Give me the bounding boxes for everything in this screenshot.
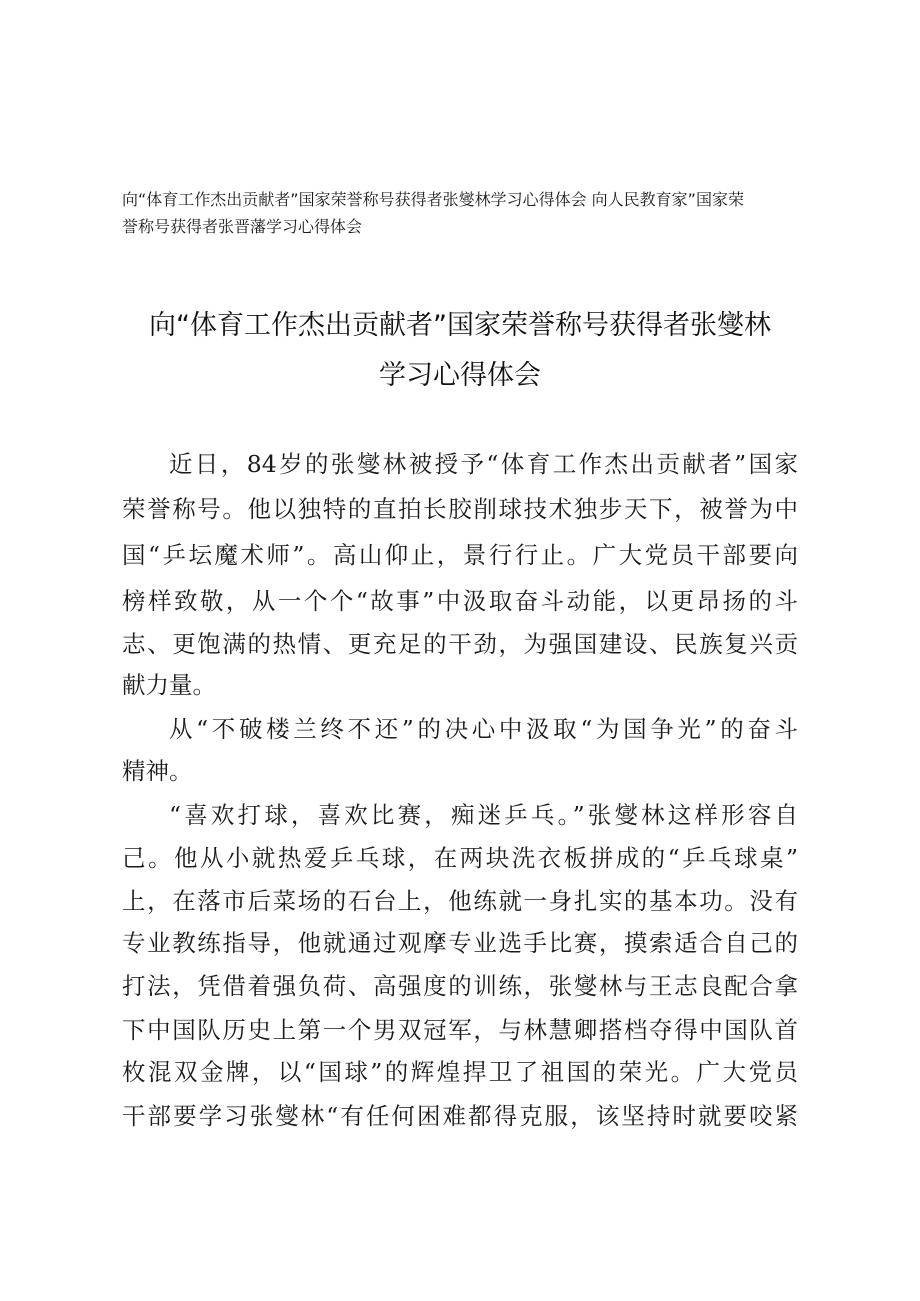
text-line: 上，在落市后菜场的石台上，他练就一身扎实的基本功。没有	[122, 887, 798, 915]
text-line: 精神。	[122, 757, 193, 785]
text-line: 近日，84岁的张燮林被授予“体育工作杰出贡献者”国家	[169, 450, 798, 478]
text-line: 志、更饱满的热情、更充足的干劲，为强国建设、民族复兴贡	[122, 630, 798, 658]
text-line: 打法，凭借着强负荷、高强度的训练，张燮林与王志良配合拿	[122, 972, 798, 1000]
text-line: 荣誉称号。他以独特的直拍长胶削球技术独步天下，被誉为中	[122, 495, 798, 523]
header-line: 誉称号获得者张晋藩学习心得体会	[122, 217, 363, 236]
text-line: 从“不破楼兰终不还”的决心中汲取“为国争光”的奋斗	[169, 715, 798, 743]
text-line: 干部要学习张燮林“有任何困难都得克服，该坚持时就要咬紧	[122, 1102, 798, 1130]
text-line: 榜样致敬，从一个个“故事”中汲取奋斗动能，以更昂扬的斗	[122, 587, 798, 615]
text-line: 献力量。	[122, 671, 216, 699]
text-line: 国“乒坛魔术师”。高山仰止，景行行止。广大党员干部要向	[122, 541, 798, 569]
text-line: 下中国队历史上第一个男双冠军，与林慧卿搭档夺得中国队首	[122, 1016, 798, 1044]
header-line: 向“体育工作杰出贡献者”国家荣誉称号获得者张燮林学习心得体会 向人民教育家”国家荣	[122, 190, 744, 209]
title-line: 向“体育工作杰出贡献者”国家荣誉称号获得者张燮林	[149, 310, 771, 341]
text-line: 枚混双金牌，以“国球”的辉煌捍卫了祖国的荣光。广大党员	[122, 1058, 798, 1086]
text-line: “喜欢打球，喜欢比赛，痴迷乒乓。”张燮林这样形容自	[169, 801, 798, 829]
text-line: 己。他从小就热爱乒乓球，在两块洗衣板拼成的“乒乓球桌”	[122, 844, 798, 872]
title-line: 学习心得体会	[379, 360, 541, 391]
text-line: 专业教练指导，他就通过观摩专业选手比赛，摸索适合自己的	[122, 929, 798, 957]
